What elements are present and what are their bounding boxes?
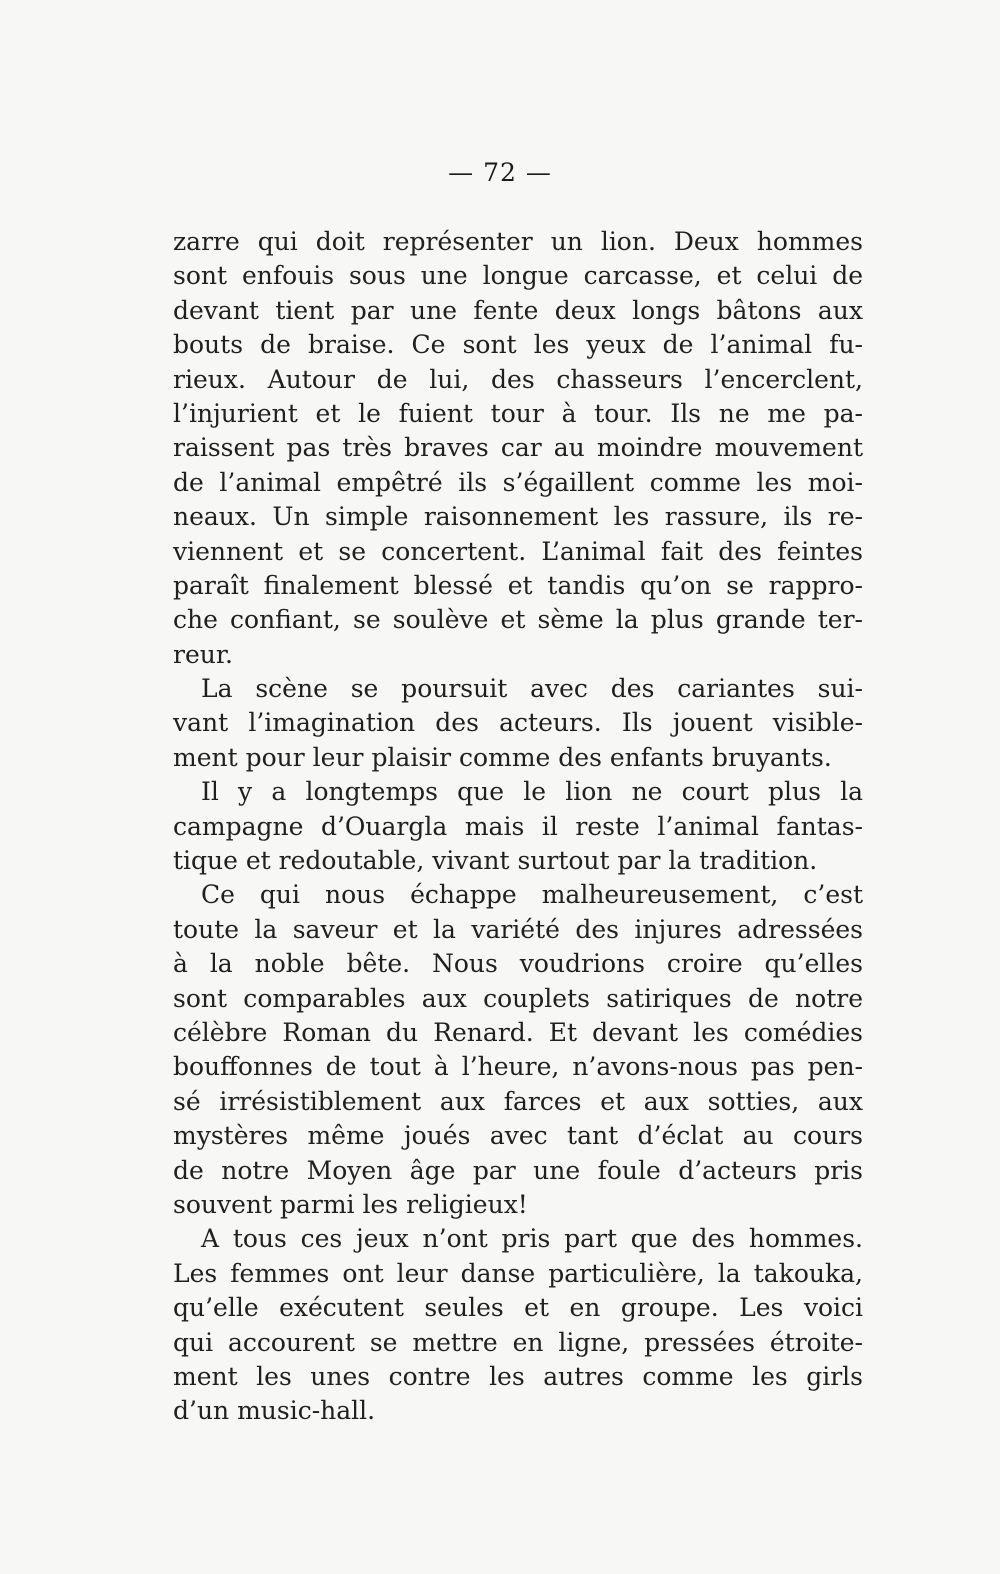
text-line: de l’animal empêtré ils s’égaillent comme les moi- [173, 467, 863, 497]
page-number: — 72 — [448, 158, 552, 187]
text-line: sont enfouis sous une longue carcasse, et celui de [173, 261, 863, 291]
text-line: souvent parmi les religieux! [173, 1189, 528, 1219]
text-line: zarre qui doit représenter un lion. Deux hommes [173, 227, 863, 256]
text-line: bouffonnes de tout à l’heure, n’avons-nous pas pen- [173, 1052, 863, 1082]
text-line: raissent pas très braves car au moindre mouvement [173, 433, 863, 463]
text-line: qu’elle exécutent seules et en groupe. Les voici [173, 1293, 863, 1323]
text-line: ment les unes contre les autres comme les girls [173, 1361, 863, 1391]
text-line: campagne d’Ouargla mais il reste l’animal fantas- [173, 811, 863, 841]
text-line: rieux. Autour de lui, des chasseurs l’encerclent, [173, 364, 863, 394]
text-line: Ce qui nous échappe malheureusement, c’est [201, 880, 863, 910]
text-line: paraît finalement blessé et tandis qu’on se rappro- [173, 570, 863, 600]
text-line: sé irrésistiblement aux farces et aux sotties, aux [173, 1086, 863, 1116]
text-line: ment pour leur plaisir comme des enfants bruyants. [173, 742, 832, 772]
text-line: reur. [173, 639, 233, 669]
text-line: tique et redoutable, vivant surtout par la tradition. [173, 846, 818, 876]
text-line: che confiant, se soulève et sème la plus grande ter- [173, 605, 863, 635]
text-line: l’injurient et le fuient tour à tour. Ils ne me pa- [173, 398, 863, 428]
text-line: bouts de braise. Ce sont les yeux de l’animal fu- [173, 330, 863, 360]
text-line: qui accourent se mettre en ligne, pressées étroite- [173, 1327, 863, 1357]
text-line: neaux. Un simple raisonnement les rassure, ils re- [173, 502, 863, 532]
text-line: de notre Moyen âge par une foule d’acteurs pris [173, 1155, 863, 1185]
text-line: sont comparables aux couplets satiriques de notre [173, 983, 863, 1013]
text-line: viennent et se concertent. L’animal fait des feintes [173, 536, 863, 566]
text-line: toute la saveur et la variété des injures adressées [173, 914, 863, 944]
text-line: Il y a longtemps que le lion ne court plus la [201, 777, 863, 807]
text-line: à la noble bête. Nous voudrions croire qu’elles [173, 949, 863, 979]
body-text [173, 225, 863, 1429]
text-line: devant tient par une fente deux longs bâtons aux [173, 295, 863, 325]
text-line: mystères même joués avec tant d’éclat au cours [173, 1121, 863, 1151]
text-line: La scène se poursuit avec des cariantes sui- [201, 674, 863, 704]
text-line: vant l’imagination des acteurs. Ils jouent visible- [173, 708, 863, 738]
text-line: d’un music-hall. [173, 1396, 376, 1426]
text-line: célèbre Roman du Renard. Et devant les comédies [173, 1017, 863, 1047]
text-line: Les femmes ont leur danse particulière, la takouka, [173, 1258, 863, 1288]
text-line: A tous ces jeux n’ont pris part que des hommes. [201, 1224, 863, 1254]
